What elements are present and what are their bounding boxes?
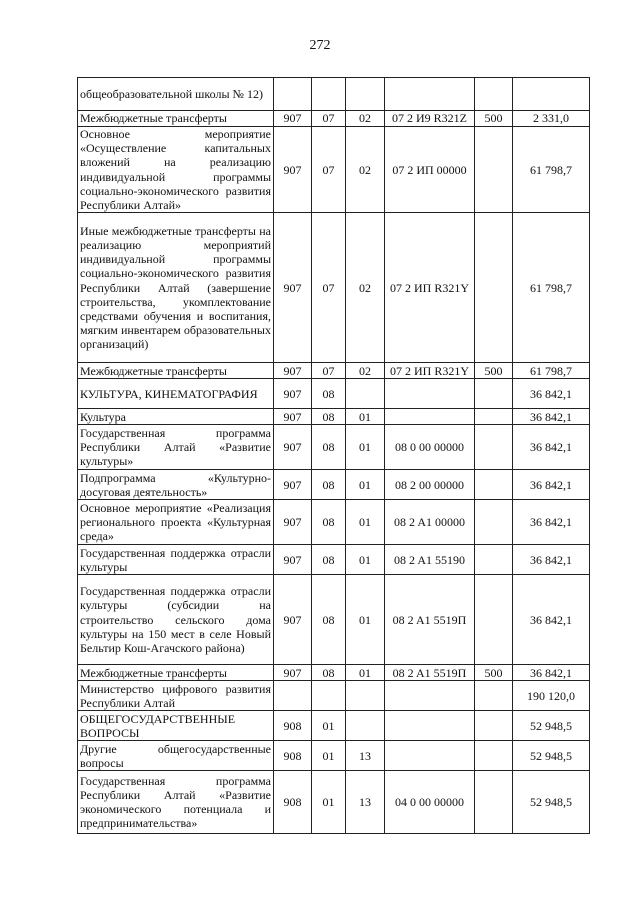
row-subsection-cell	[346, 78, 385, 111]
row-target-article-cell: 08 2 A1 5519П	[385, 665, 475, 681]
row-grbs-cell: 908	[274, 741, 312, 771]
row-grbs-cell: 908	[274, 771, 312, 834]
row-subsection-cell	[346, 681, 385, 711]
row-grbs-cell: 907	[274, 575, 312, 665]
row-target-article-cell: 08 2 A1 5519П	[385, 575, 475, 665]
row-expense-type-cell	[475, 575, 513, 665]
row-section-cell: 08	[312, 545, 346, 575]
row-grbs-cell: 907	[274, 665, 312, 681]
row-target-article-cell	[385, 379, 475, 409]
row-expense-type-cell	[475, 213, 513, 363]
row-subsection-cell: 01	[346, 545, 385, 575]
row-amount-cell: 190 120,0	[513, 681, 590, 711]
row-expense-type-cell: 500	[475, 111, 513, 127]
row-subsection-cell: 02	[346, 111, 385, 127]
row-grbs-cell: 907	[274, 545, 312, 575]
row-subsection-cell: 01	[346, 500, 385, 545]
table-row	[78, 127, 590, 213]
row-amount-cell	[513, 78, 590, 111]
row-name-cell: Иные межбюджетные трансферты на реализацию мероприятий индивидуальной программы социально-экономического развития Республики Алтай (завершение строительства, укомплектование средствами обучения и воспитания, мягким инвентарем образовательных организаций)	[78, 213, 274, 363]
row-target-article-cell	[385, 741, 475, 771]
table-row	[78, 78, 590, 111]
row-subsection-cell: 02	[346, 127, 385, 213]
row-expense-type-cell	[475, 379, 513, 409]
table-row	[78, 741, 590, 771]
row-grbs-cell: 907	[274, 111, 312, 127]
row-grbs-cell	[274, 681, 312, 711]
row-expense-type-cell	[475, 545, 513, 575]
row-name-cell: Государственная поддержка отрасли культуры (субсидии на строительство сельского дома культуры на 150 мест в селе Новый Бельтир Кош-Агачского района)	[78, 575, 274, 665]
row-grbs-cell: 907	[274, 379, 312, 409]
table-row	[78, 711, 590, 741]
row-target-article-cell	[385, 711, 475, 741]
table-row	[78, 213, 590, 363]
row-name-cell: Основное мероприятие «Осуществление капитальных вложений на реализацию индивидуальной программы социально-экономического развития Республики Алтай»	[78, 127, 274, 213]
row-amount-cell: 61 798,7	[513, 127, 590, 213]
row-expense-type-cell	[475, 681, 513, 711]
table-row	[78, 771, 590, 834]
row-grbs-cell: 908	[274, 711, 312, 741]
row-grbs-cell: 907	[274, 127, 312, 213]
row-target-article-cell: 07 2 ИП R321Y	[385, 213, 475, 363]
row-section-cell	[312, 78, 346, 111]
table-row	[78, 545, 590, 575]
row-expense-type-cell	[475, 127, 513, 213]
row-section-cell: 08	[312, 500, 346, 545]
row-expense-type-cell	[475, 500, 513, 545]
row-expense-type-cell	[475, 741, 513, 771]
row-name-cell: ОБЩЕГОСУДАРСТВЕННЫЕ ВОПРОСЫ	[78, 711, 274, 741]
row-subsection-cell: 01	[346, 470, 385, 500]
row-subsection-cell: 13	[346, 741, 385, 771]
row-section-cell: 07	[312, 363, 346, 379]
row-expense-type-cell	[475, 425, 513, 470]
row-section-cell: 08	[312, 575, 346, 665]
row-target-article-cell	[385, 78, 475, 111]
row-amount-cell: 36 842,1	[513, 545, 590, 575]
row-target-article-cell: 04 0 00 00000	[385, 771, 475, 834]
row-amount-cell: 52 948,5	[513, 741, 590, 771]
row-section-cell: 08	[312, 425, 346, 470]
row-amount-cell: 36 842,1	[513, 470, 590, 500]
row-target-article-cell: 08 2 A1 00000	[385, 500, 475, 545]
table-row	[78, 111, 590, 127]
row-amount-cell: 52 948,5	[513, 771, 590, 834]
row-name-cell: КУЛЬТУРА, КИНЕМАТОГРАФИЯ	[78, 379, 274, 409]
row-section-cell: 01	[312, 771, 346, 834]
row-grbs-cell	[274, 78, 312, 111]
row-section-cell: 01	[312, 741, 346, 771]
row-subsection-cell: 01	[346, 665, 385, 681]
row-subsection-cell: 02	[346, 363, 385, 379]
table-row	[78, 409, 590, 425]
row-target-article-cell	[385, 681, 475, 711]
row-amount-cell: 61 798,7	[513, 213, 590, 363]
row-grbs-cell: 907	[274, 409, 312, 425]
table-row	[78, 500, 590, 545]
row-name-cell: Основное мероприятие «Реализация регионального проекта «Культурная среда»	[78, 500, 274, 545]
row-expense-type-cell	[475, 711, 513, 741]
row-target-article-cell	[385, 409, 475, 425]
row-name-cell: Подпрограмма «Культурно-досуговая деятельность»	[78, 470, 274, 500]
table-row	[78, 470, 590, 500]
row-amount-cell: 36 842,1	[513, 409, 590, 425]
row-subsection-cell: 01	[346, 409, 385, 425]
table-row	[78, 425, 590, 470]
row-subsection-cell: 02	[346, 213, 385, 363]
row-amount-cell: 36 842,1	[513, 575, 590, 665]
row-subsection-cell	[346, 379, 385, 409]
row-name-cell: Межбюджетные трансферты	[78, 363, 274, 379]
row-target-article-cell: 07 2 ИП R321Y	[385, 363, 475, 379]
row-section-cell: 07	[312, 213, 346, 363]
row-amount-cell: 36 842,1	[513, 500, 590, 545]
row-name-cell: Межбюджетные трансферты	[78, 665, 274, 681]
row-amount-cell: 36 842,1	[513, 665, 590, 681]
table-row	[78, 681, 590, 711]
row-target-article-cell: 08 2 00 00000	[385, 470, 475, 500]
row-section-cell: 01	[312, 711, 346, 741]
row-grbs-cell: 907	[274, 213, 312, 363]
table-row	[78, 665, 590, 681]
row-expense-type-cell	[475, 470, 513, 500]
row-grbs-cell: 907	[274, 425, 312, 470]
row-expense-type-cell: 500	[475, 363, 513, 379]
row-grbs-cell: 907	[274, 470, 312, 500]
row-grbs-cell: 907	[274, 500, 312, 545]
row-name-cell: Межбюджетные трансферты	[78, 111, 274, 127]
row-target-article-cell: 07 2 И9 R321Z	[385, 111, 475, 127]
row-section-cell: 07	[312, 111, 346, 127]
row-amount-cell: 36 842,1	[513, 379, 590, 409]
row-target-article-cell: 08 2 A1 55190	[385, 545, 475, 575]
row-name-cell: Другие общегосударственные вопросы	[78, 741, 274, 771]
row-name-cell: Государственная поддержка отрасли культуры	[78, 545, 274, 575]
budget-table	[77, 77, 590, 834]
row-grbs-cell: 907	[274, 363, 312, 379]
table-row	[78, 379, 590, 409]
row-subsection-cell	[346, 711, 385, 741]
row-expense-type-cell	[475, 409, 513, 425]
row-name-cell: Культура	[78, 409, 274, 425]
row-target-article-cell: 08 0 00 00000	[385, 425, 475, 470]
row-name-cell: Государственная программа Республики Алтай «Развитие экономического потенциала и предпринимательства»	[78, 771, 274, 834]
row-amount-cell: 52 948,5	[513, 711, 590, 741]
row-amount-cell: 61 798,7	[513, 363, 590, 379]
row-expense-type-cell	[475, 78, 513, 111]
row-expense-type-cell	[475, 771, 513, 834]
row-section-cell: 08	[312, 665, 346, 681]
row-amount-cell: 36 842,1	[513, 425, 590, 470]
row-subsection-cell: 01	[346, 575, 385, 665]
row-section-cell	[312, 681, 346, 711]
row-section-cell: 08	[312, 379, 346, 409]
table-row	[78, 575, 590, 665]
row-subsection-cell: 01	[346, 425, 385, 470]
row-name-cell: Государственная программа Республики Алтай «Развитие культуры»	[78, 425, 274, 470]
row-section-cell: 08	[312, 470, 346, 500]
table-row	[78, 363, 590, 379]
row-section-cell: 08	[312, 409, 346, 425]
row-name-cell: Министерство цифрового развития Республики Алтай	[78, 681, 274, 711]
row-target-article-cell: 07 2 ИП 00000	[385, 127, 475, 213]
row-amount-cell: 2 331,0	[513, 111, 590, 127]
row-section-cell: 07	[312, 127, 346, 213]
row-subsection-cell: 13	[346, 771, 385, 834]
page-number: 272	[309, 38, 331, 53]
row-name-cell: общеобразовательной школы № 12)	[78, 78, 274, 111]
budget-table-body	[78, 78, 590, 834]
row-expense-type-cell: 500	[475, 665, 513, 681]
